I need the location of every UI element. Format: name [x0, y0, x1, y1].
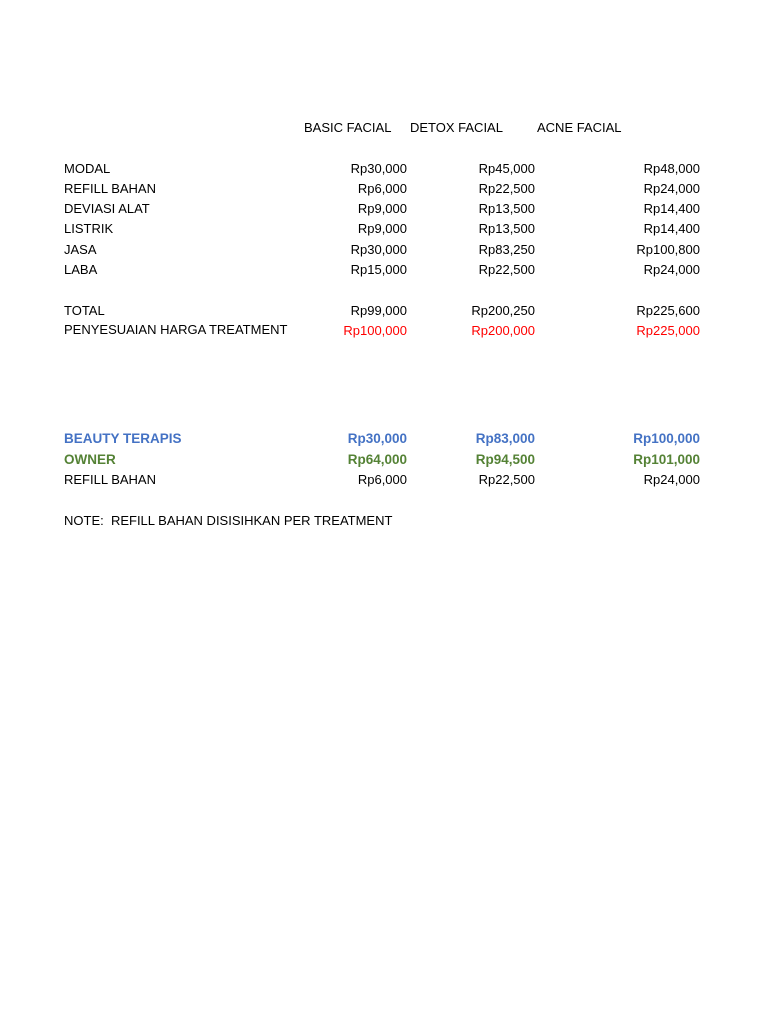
header-detox-facial: DETOX FACIAL — [410, 120, 503, 135]
row-label-owner: OWNER — [64, 452, 116, 467]
row-label-beauty-terapis: BEAUTY TERAPIS — [64, 431, 182, 446]
cell-adjust-detox: Rp200,000 — [471, 323, 535, 338]
cell-owner-acne: Rp101,000 — [633, 452, 700, 467]
row-label-listrik: LISTRIK — [64, 221, 114, 236]
row-label-jasa: JASA — [64, 242, 97, 257]
cell-terapis-acne: Rp100,000 — [633, 431, 700, 446]
header-acne-facial: ACNE FACIAL — [537, 120, 622, 135]
cell-terapis-basic: Rp30,000 — [347, 431, 407, 446]
cell-jasa-basic: Rp30,000 — [350, 242, 407, 257]
cell-modal-acne: Rp48,000 — [643, 161, 700, 176]
cell-terapis-detox: Rp83,000 — [475, 431, 535, 446]
cell-deviasi-basic: Rp9,000 — [357, 201, 407, 216]
cell-owner-basic: Rp64,000 — [347, 452, 407, 467]
cell-listrik-detox: Rp13,500 — [478, 221, 535, 236]
row-label-modal: MODAL — [64, 161, 111, 176]
cell-refill-basic: Rp6,000 — [357, 181, 407, 196]
row-label-refill-bahan: REFILL BAHAN — [64, 181, 156, 196]
cell-adjust-acne: Rp225,000 — [636, 323, 700, 338]
cell-refill-split-basic: Rp6,000 — [357, 472, 407, 487]
cell-refill-split-acne: Rp24,000 — [643, 472, 700, 487]
cell-listrik-acne: Rp14,400 — [643, 221, 700, 236]
cell-laba-acne: Rp24,000 — [643, 262, 700, 277]
cell-jasa-detox: Rp83,250 — [478, 242, 535, 257]
cell-modal-basic: Rp30,000 — [350, 161, 407, 176]
cell-refill-acne: Rp24,000 — [643, 181, 700, 196]
cell-owner-detox: Rp94,500 — [475, 452, 535, 467]
note-text: NOTE: REFILL BAHAN DISISIHKAN PER TREATMENT — [64, 513, 393, 528]
cell-jasa-acne: Rp100,800 — [636, 242, 700, 257]
cell-deviasi-acne: Rp14,400 — [643, 201, 700, 216]
cell-laba-basic: Rp15,000 — [350, 262, 407, 277]
cell-total-basic: Rp99,000 — [350, 303, 407, 318]
cell-refill-split-detox: Rp22,500 — [478, 472, 535, 487]
cell-refill-detox: Rp22,500 — [478, 181, 535, 196]
row-label-deviasi-alat: DEVIASI ALAT — [64, 201, 150, 216]
cell-total-acne: Rp225,600 — [636, 303, 700, 318]
header-basic-facial: BASIC FACIAL — [304, 120, 392, 135]
row-label-laba: LABA — [64, 262, 98, 277]
cell-modal-detox: Rp45,000 — [478, 161, 535, 176]
cell-listrik-basic: Rp9,000 — [357, 221, 407, 236]
row-label-penyesuaian-harga: PENYESUAIAN HARGA TREATMENT — [64, 322, 288, 337]
cell-total-detox: Rp200,250 — [471, 303, 535, 318]
row-label-refill-bahan-split: REFILL BAHAN — [64, 472, 156, 487]
cell-laba-detox: Rp22,500 — [478, 262, 535, 277]
cell-deviasi-detox: Rp13,500 — [478, 201, 535, 216]
row-label-total: TOTAL — [64, 303, 105, 318]
cell-adjust-basic: Rp100,000 — [343, 323, 407, 338]
